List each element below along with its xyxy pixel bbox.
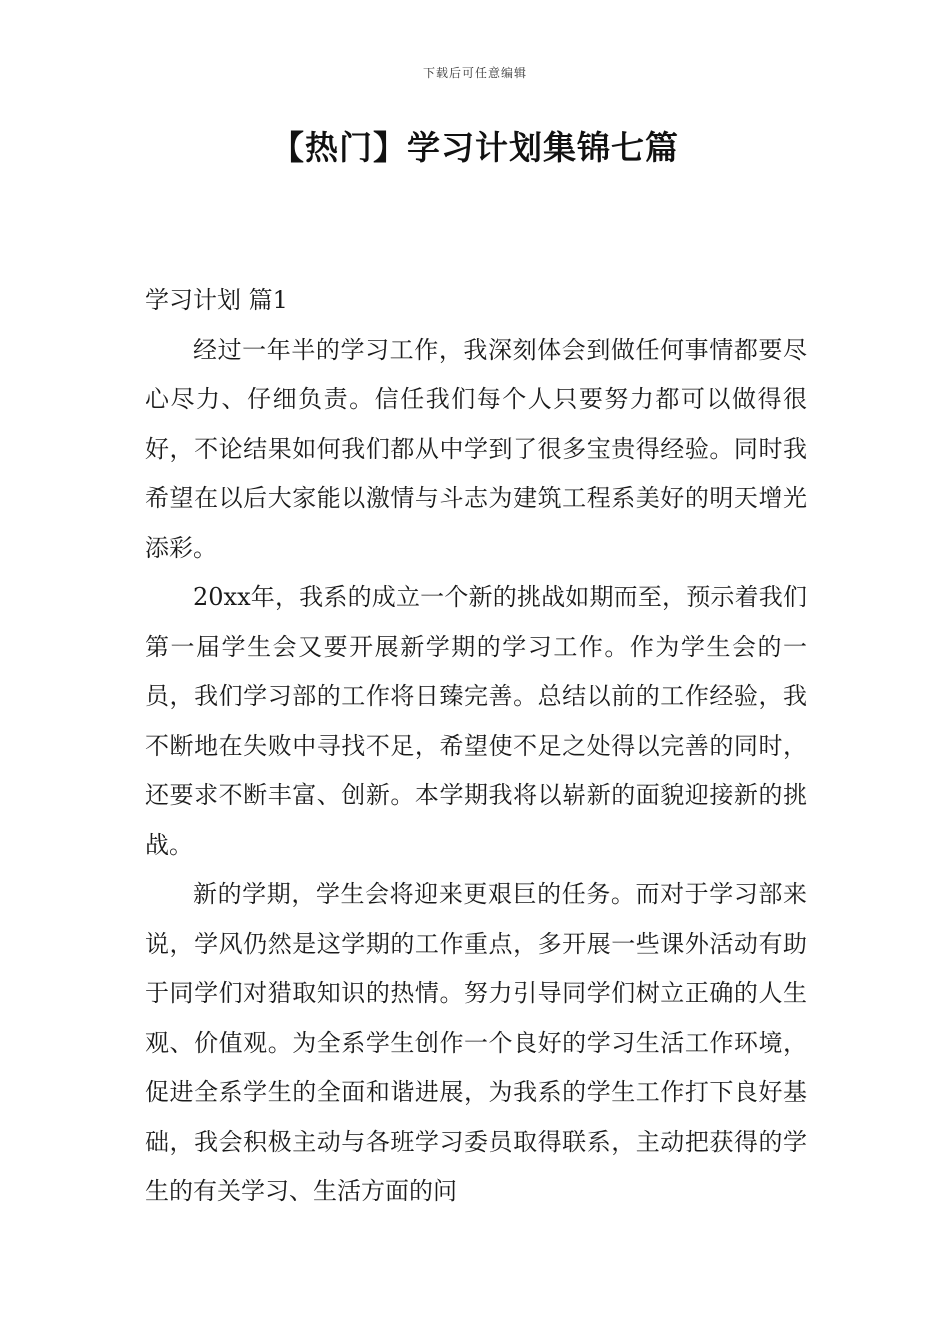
paragraph-2: 20xx年，我系的成立一个新的挑战如期而至，预示着我们第一届学生会又要开展新学期的学习工作。作为学生会的一员，我们学习部的工作将日臻完善。总结以前的工作经验，我不断地在失败中寻找不足，希望使不足之处得以完善的同时，还要求不断丰富、创新。本学期我将以崭新的面貌迎接新的挑战。 [145, 583, 807, 859]
section-heading: 学习计划 篇1 [145, 286, 288, 314]
paragraph-3: 新的学期，学生会将迎来更艰巨的任务。而对于学习部来说，学风仍然是这学期的工作重点，多开展一些课外活动有助于同学们对猎取知识的热情。努力引导同学们树立正确的人生观、价值观。为全系学生创作一个良好的学习生活工作环境，促进全系学生的全面和谐进展，为我系的学生工作打下良好基础，我会积极主动与各班学习委员取得联系，主动把获得的学生的有关学习、生活方面的问 [145, 880, 807, 1205]
header-note: 下载后可任意编辑 [422, 66, 527, 80]
paragraph-1: 经过一年半的学习工作，我深刻体会到做任何事情都要尽心尽力、仔细负责。信任我们每个人只要努力都可以做得很好，不论结果如何我们都从中学到了很多宝贵得经验。同时我希望在以后大家能以激情与斗志为建筑工程系美好的明天增光添彩。 [145, 335, 807, 562]
document-body [145, 276, 807, 1217]
document-title: 【热门】学习计划集锦七篇 [271, 128, 679, 167]
